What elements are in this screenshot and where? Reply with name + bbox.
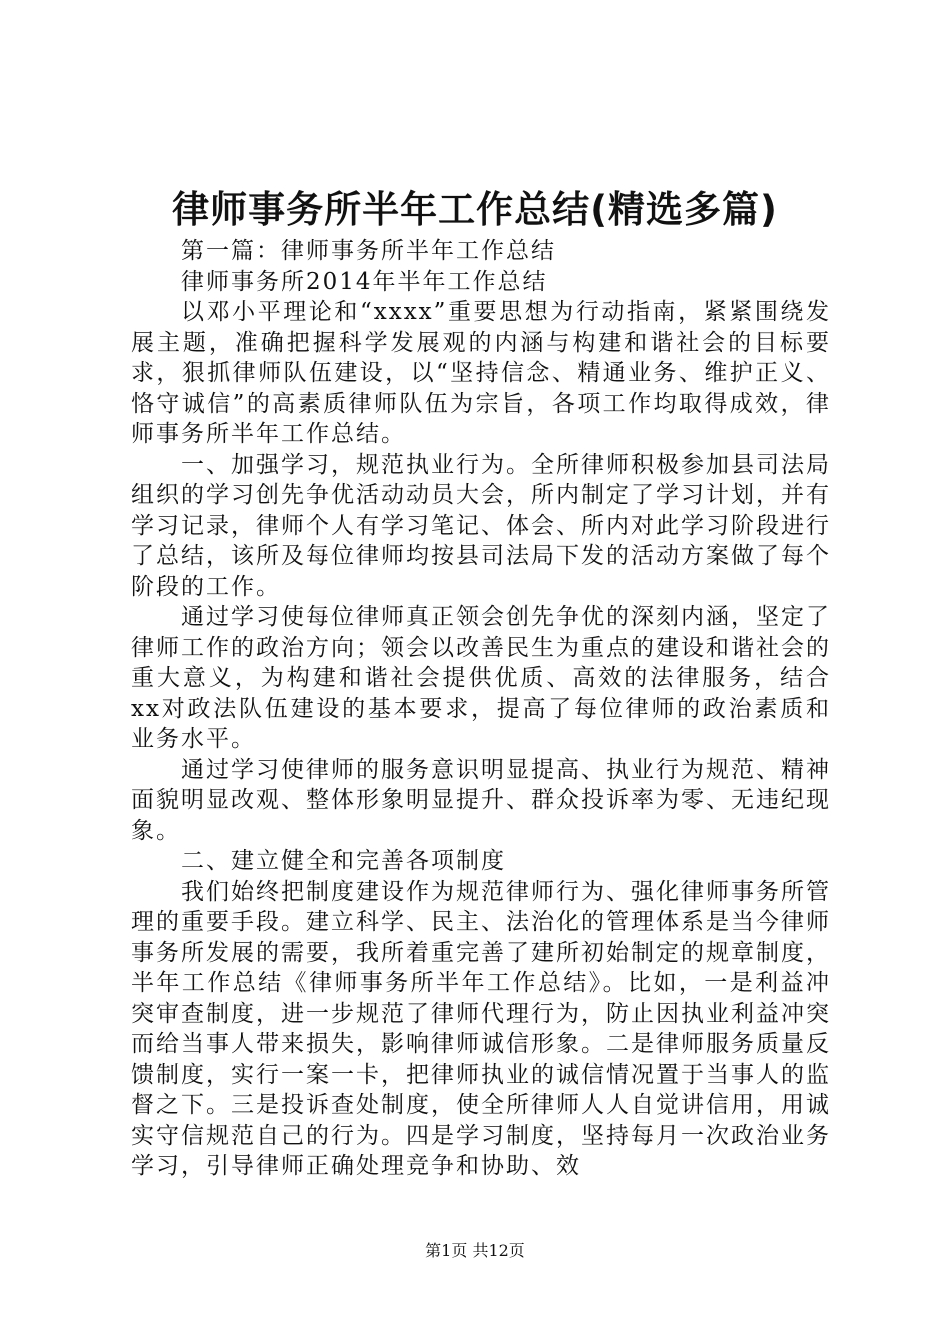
body-paragraph: 通过学习使每位律师真正领会创先争优的深刻内涵，坚定了律师工作的政治方向；领会以改善民生为重点的建设和谐社会的重大意义，为构建和谐社会提供优质、高效的法律服务，结合xx对政法队伍建设的基本要求，提高了每位律师的政治素质和业务水平。 xyxy=(131,604,831,752)
body-paragraph: 我们始终把制度建设作为规范律师行为、强化律师事务所管理的重要手段。建立科学、民主、法治化的管理体系是当今律师事务所发展的需要，我所着重完善了建所初始制定的规章制度，半年工作总结《律师事务所半年工作总结》。比如，一是利益冲突审查制度，进一步规范了律师代理行为，防止因执业利益冲突而给当事人带来损失，影响律师诚信形象。二是律师服务质量反馈制度，实行一案一卡，把律师执业的诚信情况置于当事人的监督之下。三是投诉查处制度，使全所律师人人自觉讲信用，用诚实守信规范自己的行为。四是学习制度，坚持每月一次政治业务学习，引导律师正确处理竞争和协助、效 xyxy=(131,878,831,1179)
document-title: 律师事务所半年工作总结(精选多篇) xyxy=(172,188,778,231)
body-paragraph: 通过学习使律师的服务意识明显提高、执业行为规范、精神面貌明显改观、整体形象明显提升、群众投诉率为零、无违纪现象。 xyxy=(131,756,831,844)
page-number: 第1页 共12页 xyxy=(425,1241,525,1260)
body-paragraph: 以邓小平理论和“xxxx”重要思想为行动指南，紧紧围绕发展主题，准确把握科学发展观的内涵与构建和谐社会的目标要求，狠抓律师队伍建设，以“坚持信念、精通业务、维护正义、恪守诚信”的高素质律师队伍为宗旨，各项工作均取得成效，律师事务所半年工作总结。 xyxy=(131,299,831,447)
section-heading: 二、建立健全和完善各项制度 xyxy=(181,848,506,874)
document-body xyxy=(131,236,831,1182)
body-paragraph: 一、加强学习，规范执业行为。全所律师积极参加县司法局组织的学习创先争优活动动员大会，所内制定了学习计划，并有学习记录，律师个人有学习笔记、体会、所内对此学习阶段进行了总结，该所及每位律师均按县司法局下发的活动方案做了每个阶段的工作。 xyxy=(131,451,831,600)
sub-heading: 律师事务所2014年半年工作总结 xyxy=(181,268,548,295)
section-heading: 第一篇：律师事务所半年工作总结 xyxy=(181,238,556,264)
